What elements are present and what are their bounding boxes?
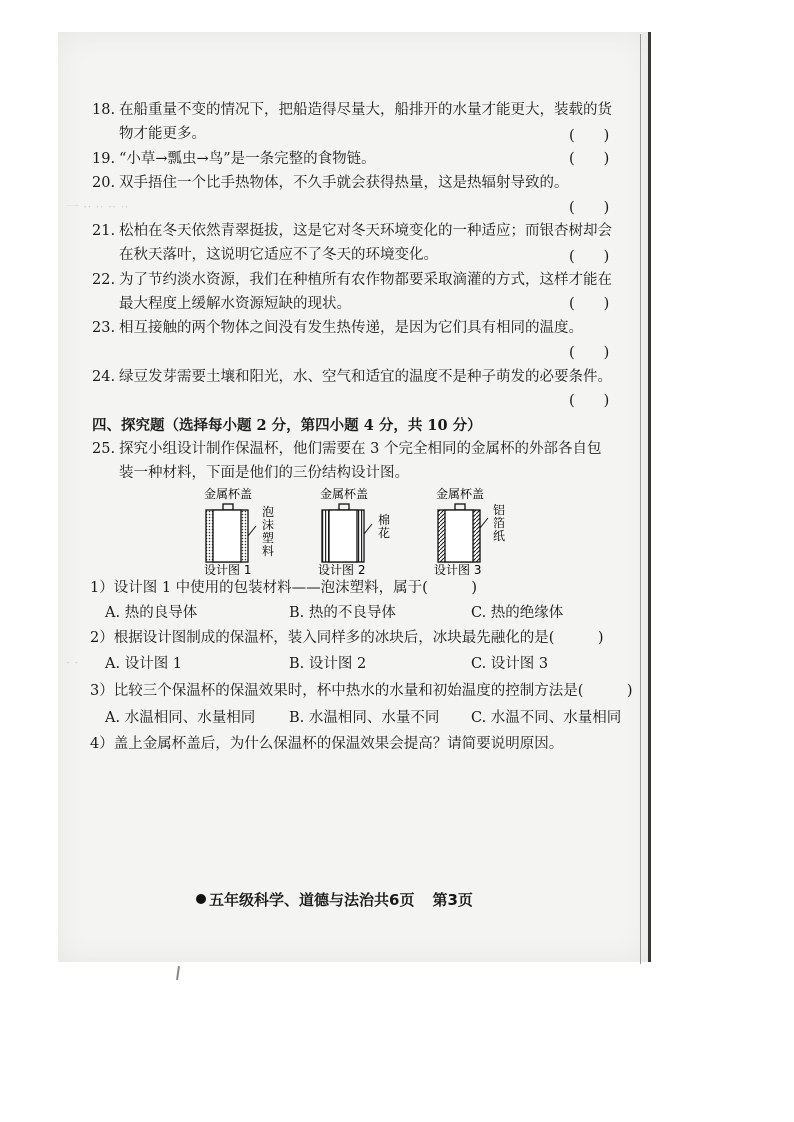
- design-3-cup: [434, 486, 488, 576]
- sub-question-3: 3）比较三个保温杯的保温效果时，杯中热水的水量和初始温度的控制方法是( ): [90, 683, 633, 699]
- sub1-option-a[interactable]: A. 热的良导体: [105, 605, 198, 621]
- design-2-caption: 设计图 2: [318, 563, 366, 576]
- question-23: 23. 相互接触的两个物体之间没有发生热传递，是因为它们具有相同的温度。: [92, 320, 583, 336]
- design-3-material-text: 铝箔纸: [493, 503, 506, 543]
- design-1-material-label: [262, 505, 274, 558]
- answer-blank-20[interactable]: ( ): [569, 200, 610, 216]
- question-18: 18. 在船重量不变的情况下，把船造得尽量大，船排开的水量才能更大，装载的货: [92, 102, 612, 118]
- sub1-option-b[interactable]: B. 热的不良导体: [289, 605, 396, 621]
- sub2-option-b[interactable]: B. 设计图 2: [289, 656, 367, 672]
- design-1-lid-label: 金属杯盖: [204, 487, 253, 501]
- page-number: 第3页: [432, 891, 473, 909]
- design-3-material-label: [493, 503, 505, 543]
- question-19: 19. “小草→瓢虫→鸟”是一条完整的食物链。: [92, 151, 376, 167]
- design-1-material-text: 泡沫塑料: [262, 505, 275, 558]
- answer-blank-18[interactable]: ( ): [569, 128, 610, 144]
- design-2-material-label: [378, 512, 390, 540]
- design-2-material-text: 棉花: [378, 513, 391, 540]
- sub1-option-c[interactable]: C. 热的绝缘体: [471, 605, 564, 621]
- page-footer: [196, 888, 473, 912]
- section-title: 四、探究题（选择每小题 2 分，第四小题 4 分，共 10 分）: [92, 417, 482, 434]
- question-24: 24. 绿豆发芽需要土壤和阳光，水、空气和适宜的温度不是种子萌发的必要条件。: [92, 369, 612, 385]
- design-1-caption: 设计图 1: [204, 563, 252, 576]
- sub2-option-a[interactable]: A. 设计图 1: [105, 656, 183, 672]
- design-3-lid-label: 金属杯盖: [436, 487, 485, 501]
- pen-mark: [176, 966, 180, 980]
- sub2-option-c[interactable]: C. 设计图 3: [471, 656, 549, 672]
- sub3-option-a[interactable]: A. 水温相同、水量相同: [105, 710, 256, 726]
- question-25: 25. 探究小组设计制作保温杯，他们需要在 3 个完全相同的金属杯的外部各自包: [92, 441, 602, 457]
- answer-blank-24[interactable]: ( ): [569, 393, 610, 409]
- sub-question-2: 2）根据设计图制成的保温杯，装入同样多的冰块后，冰块最先融化的是( ): [90, 630, 604, 646]
- sub3-option-c[interactable]: C. 水温不同、水量相同: [471, 710, 622, 726]
- cup-design-diagram: [196, 486, 516, 576]
- bullet-icon: [196, 894, 206, 904]
- cup-design-svg: [196, 486, 516, 576]
- question-25-cont: 装一种材料，下面是他们的三份结构设计图。: [119, 465, 409, 481]
- design-1-cup: [204, 486, 256, 576]
- question-20: 20. 双手捂住一个比手热物体，不久手就会获得热量，这是热辐射导致的。: [92, 175, 569, 191]
- footer-text: 五年级科学、道德与法治共6页: [209, 891, 415, 909]
- sub-question-1: 1）设计图 1 中使用的包装材料——泡沫塑料，属于( ): [90, 580, 477, 596]
- answer-blank-19[interactable]: ( ): [569, 151, 610, 167]
- design-2-lid-label: 金属杯盖: [320, 487, 369, 501]
- question-18-cont: 物才能更多。: [119, 126, 206, 142]
- answer-blank-23[interactable]: ( ): [569, 345, 610, 361]
- answer-blank-22[interactable]: ( ): [569, 296, 610, 312]
- design-2-cup: [318, 486, 372, 576]
- design-3-caption: 设计图 3: [434, 563, 482, 576]
- question-22-cont: 最大程度上缓解水资源短缺的现状。: [119, 296, 351, 312]
- paper-edge: [640, 34, 641, 964]
- question-21: 21. 松柏在冬天依然青翠挺拔，这是它对冬天环境变化的一种适应；而银杏树却会: [92, 223, 612, 239]
- question-22: 22. 为了节约淡水资源，我们在种植所有农作物都要采取滴灌的方式，这样才能在: [92, 272, 612, 288]
- sub-question-4: 4）盖上金属杯盖后，为什么保温杯的保温效果会提高？请简要说明原因。: [90, 736, 564, 752]
- answer-blank-21[interactable]: ( ): [569, 249, 610, 265]
- bleed-through-text: · ·: [66, 656, 79, 671]
- question-21-cont: 在秋天落叶，这说明它适应不了冬天的环境变化。: [119, 247, 438, 263]
- sub3-option-b[interactable]: B. 水温相同、水量不同: [289, 710, 440, 726]
- bleed-through-text: 一 ·· ·· ·· ··: [66, 200, 129, 215]
